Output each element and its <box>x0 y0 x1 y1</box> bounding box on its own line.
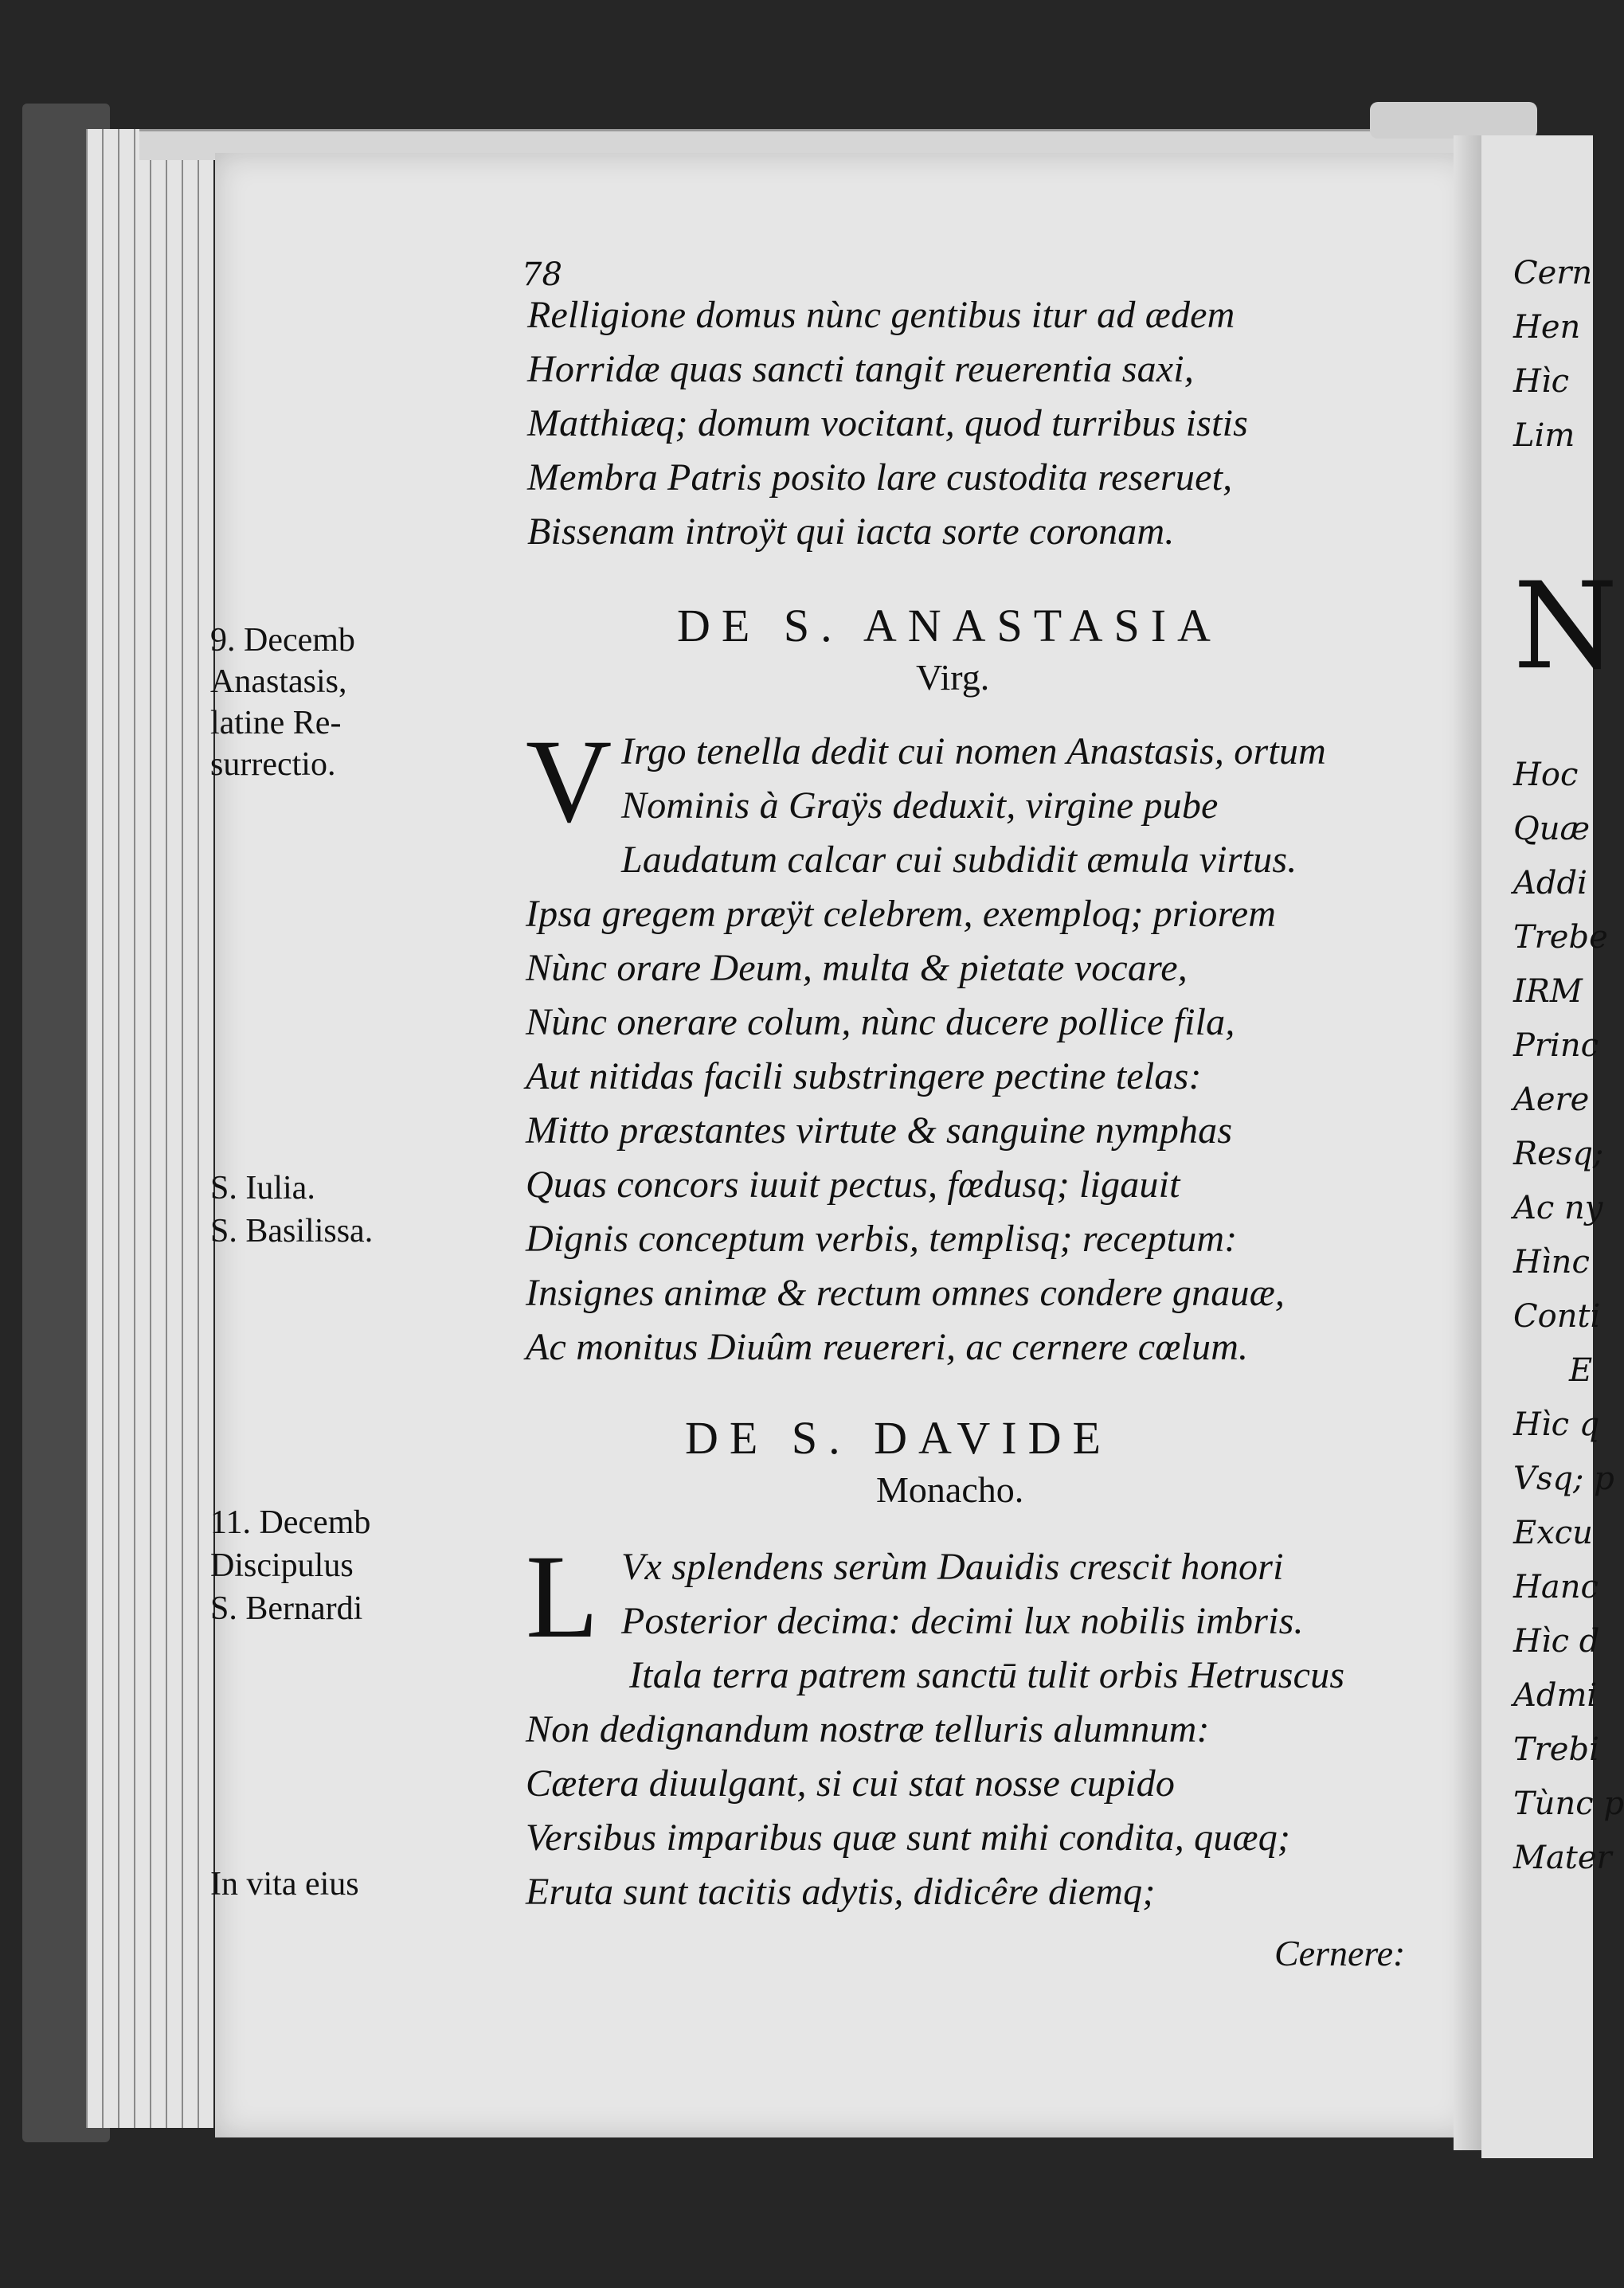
verse-line: Ac monitus Diuûm reuereri, ac cernere cœlum. <box>526 1326 1249 1368</box>
facing-drop-cap: N <box>1513 557 1618 696</box>
bookmark-ribbon <box>1370 102 1537 139</box>
verse-line: Irgo tenella dedit cui nomen Anastasis, ortum <box>621 730 1326 772</box>
verse-line: Quas concors iuuit pectus, fœdusq; ligauit <box>526 1164 1180 1206</box>
facing-line: Lim <box>1513 417 1575 454</box>
margin-note: 9. Decemb <box>210 622 355 659</box>
verse-line: Aut nitidas facili substringere pectine telas: <box>526 1055 1202 1097</box>
verse-line: Nùnc onerare colum, nùnc ducere pollice fila, <box>526 1001 1235 1043</box>
facing-line: Cern <box>1513 255 1593 291</box>
facing-line: E <box>1569 1352 1593 1389</box>
margin-note: surrectio. <box>210 746 336 783</box>
verse-line: Insignes animæ & rectum omnes condere gnauæ, <box>526 1272 1286 1314</box>
facing-line: Addi <box>1513 865 1587 902</box>
facing-line: Hìc d <box>1513 1623 1600 1660</box>
section-subheading-monacho: Monacho. <box>876 1469 1024 1510</box>
section-heading-anastasia: DE S. ANASTASIA <box>677 600 1222 651</box>
verse-line: Vx splendens serùm Dauidis crescit honori <box>621 1546 1284 1588</box>
verse-line: Posterior decima: decimi lux nobilis imbris. <box>621 1600 1304 1642</box>
verse-line: Nùnc orare Deum, multa & pietate vocare, <box>526 947 1188 989</box>
verse-line: Laudatum calcar cui subdidit æmula virtus. <box>621 839 1297 881</box>
verse-line: Mitto præstantes virtute & sanguine nymphas <box>526 1109 1233 1152</box>
verse-line: Nominis à Graÿs deduxit, virgine pube <box>621 784 1219 827</box>
verse-line: Bissenam introÿt qui iacta sorte coronam. <box>527 510 1175 553</box>
facing-line: Princ <box>1513 1027 1599 1064</box>
catchword: Cernere: <box>1274 1933 1406 1973</box>
drop-cap-v: V <box>526 715 612 847</box>
facing-line: Quæ <box>1513 811 1591 847</box>
facing-line: Hanc <box>1513 1569 1599 1606</box>
verse-line: Non dedignandum nostræ telluris alumnum: <box>526 1708 1210 1750</box>
margin-note: S. Basilissa. <box>210 1213 374 1250</box>
facing-line: Hìc q <box>1513 1406 1600 1443</box>
margin-note: Discipulus <box>210 1547 354 1584</box>
facing-line: Trebi <box>1513 1731 1599 1768</box>
section-heading-davide: DE S. DAVIDE <box>685 1412 1112 1464</box>
facing-line: Mater <box>1513 1840 1612 1876</box>
verse-line: Dignis conceptum verbis, templisq; receptum: <box>526 1218 1238 1260</box>
verse-line: Versibus imparibus quæ sunt mihi condita, quæq; <box>526 1817 1291 1859</box>
facing-page <box>1481 135 1624 2158</box>
facing-line: Hen <box>1513 309 1581 346</box>
facing-line: Tùnc p <box>1513 1785 1624 1822</box>
facing-line: Resq; <box>1513 1136 1604 1172</box>
margin-note: latine Re- <box>210 705 342 741</box>
verse-line: Horridæ quas sancti tangit reuerentia saxi, <box>527 348 1195 390</box>
verse-line: Cætera diuulgant, si cui stat nosse cupido <box>526 1762 1176 1805</box>
verse-line: Membra Patris posito lare custodita reseruet, <box>527 456 1233 499</box>
facing-line: Trebe <box>1513 919 1608 956</box>
facing-line: Hìc <box>1513 363 1570 400</box>
page-number: 78 <box>522 256 562 293</box>
margin-note: In vita eius <box>210 1866 359 1903</box>
verse-line: Matthiæq; domum vocitant, quod turribus istis <box>527 402 1249 444</box>
facing-line: Ac ny <box>1513 1190 1603 1226</box>
facing-line: IRM <box>1513 973 1583 1010</box>
facing-line: Hìnc <box>1513 1244 1590 1281</box>
verse-line: Relligione domus nùnc gentibus itur ad ædem <box>527 294 1235 336</box>
facing-line: Aere <box>1513 1081 1590 1118</box>
margin-note: S. Iulia. <box>210 1170 315 1207</box>
facing-line: Vsq; p <box>1513 1461 1614 1497</box>
verse-line: Itala terra patrem sanctū tulit orbis Hetruscus <box>629 1654 1345 1696</box>
facing-line: Admi <box>1513 1677 1598 1714</box>
margin-note: Anastasis, <box>210 663 347 700</box>
facing-line: Excu <box>1513 1515 1593 1551</box>
margin-note: S. Bernardi <box>210 1590 363 1627</box>
verse-line: Eruta sunt tacitis adytis, didicêre diemq; <box>526 1871 1156 1913</box>
margin-note: 11. Decemb <box>210 1504 371 1541</box>
drop-cap-l: L <box>526 1531 599 1663</box>
facing-line: Hoc <box>1513 757 1579 793</box>
facing-line: Conti <box>1513 1298 1601 1335</box>
section-subheading-virg: Virg. <box>916 657 990 698</box>
verse-line: Ipsa gregem præÿt celebrem, exemploq; priorem <box>526 893 1277 935</box>
left-page <box>210 153 1472 2137</box>
